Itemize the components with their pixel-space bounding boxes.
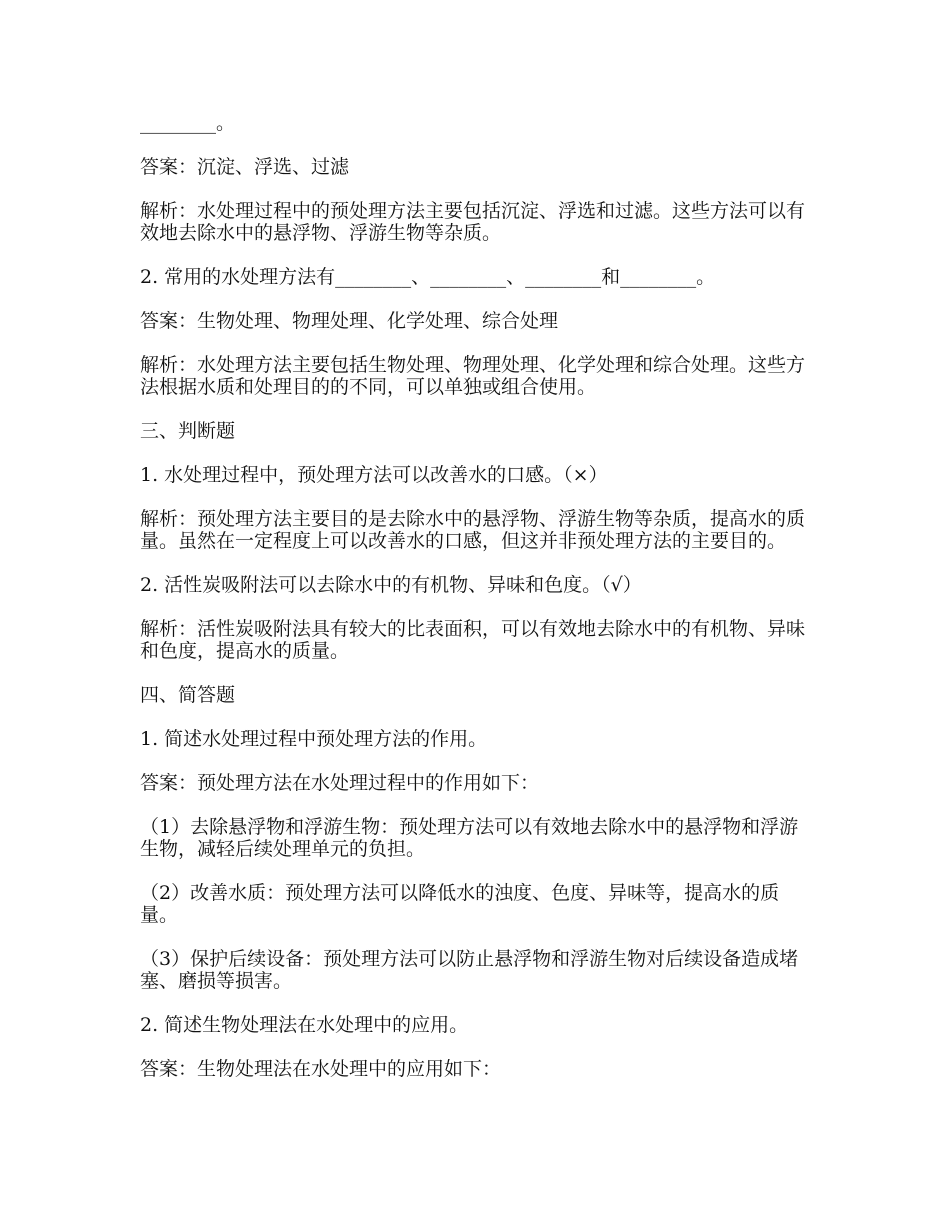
- answer-short-2: 答案：生物处理法在水处理中的应用如下：: [140, 1058, 502, 1080]
- question-fill-2: 2. 常用的水处理方法有________、________、________和________。: [140, 266, 716, 288]
- blank-line-fragment: ________。: [140, 112, 236, 134]
- question-short-1: 1. 简述水处理过程中预处理方法的作用。: [140, 728, 488, 750]
- answer-point-2: （2）改善水质：预处理方法可以降低水的浊度、色度、异味等，提高水的质量。: [140, 882, 780, 926]
- answer-fill-1: 答案：沉淀、浮选、过滤: [140, 156, 350, 178]
- answer-fill-2: 答案：生物处理、物理处理、化学处理、综合处理: [140, 310, 559, 332]
- explanation-tf-1: 解析：预处理方法主要目的是去除水中的悬浮物、浮游生物等杂质，提高水的质量。虽然在一定程度上可以改善水的口感，但这并非预处理方法的主要目的。: [140, 508, 806, 552]
- answer-short-1: 答案：预处理方法在水处理过程中的作用如下：: [140, 772, 540, 794]
- section-heading-short-answer: 四、简答题: [140, 684, 236, 706]
- answer-point-1: （1）去除悬浮物和浮游生物：预处理方法可以有效地去除水中的悬浮物和浮游生物，减轻后续处理单元的负担。: [140, 816, 799, 860]
- question-short-2: 2. 简述生物处理法在水处理中的应用。: [140, 1014, 469, 1036]
- question-tf-2: 2. 活性炭吸附法可以去除水中的有机物、异味和色度。（√）: [140, 574, 642, 596]
- explanation-fill-1: 解析：水处理过程中的预处理方法主要包括沉淀、浮选和过滤。这些方法可以有效地去除水中的悬浮物、浮游生物等杂质。: [140, 200, 806, 244]
- section-heading-true-false: 三、判断题: [140, 420, 236, 442]
- explanation-tf-2: 解析：活性炭吸附法具有较大的比表面积，可以有效地去除水中的有机物、异味和色度，提高水的质量。: [140, 618, 806, 662]
- document-page: [140, 112, 808, 1102]
- question-tf-1: 1. 水处理过程中，预处理方法可以改善水的口感。（×）: [140, 464, 608, 486]
- answer-point-3: （3）保护后续设备：预处理方法可以防止悬浮物和浮游生物对后续设备造成堵塞、磨损等损害。: [140, 948, 799, 992]
- explanation-fill-2: 解析：水处理方法主要包括生物处理、物理处理、化学处理和综合处理。这些方法根据水质和处理目的的不同，可以单独或组合使用。: [140, 354, 806, 398]
